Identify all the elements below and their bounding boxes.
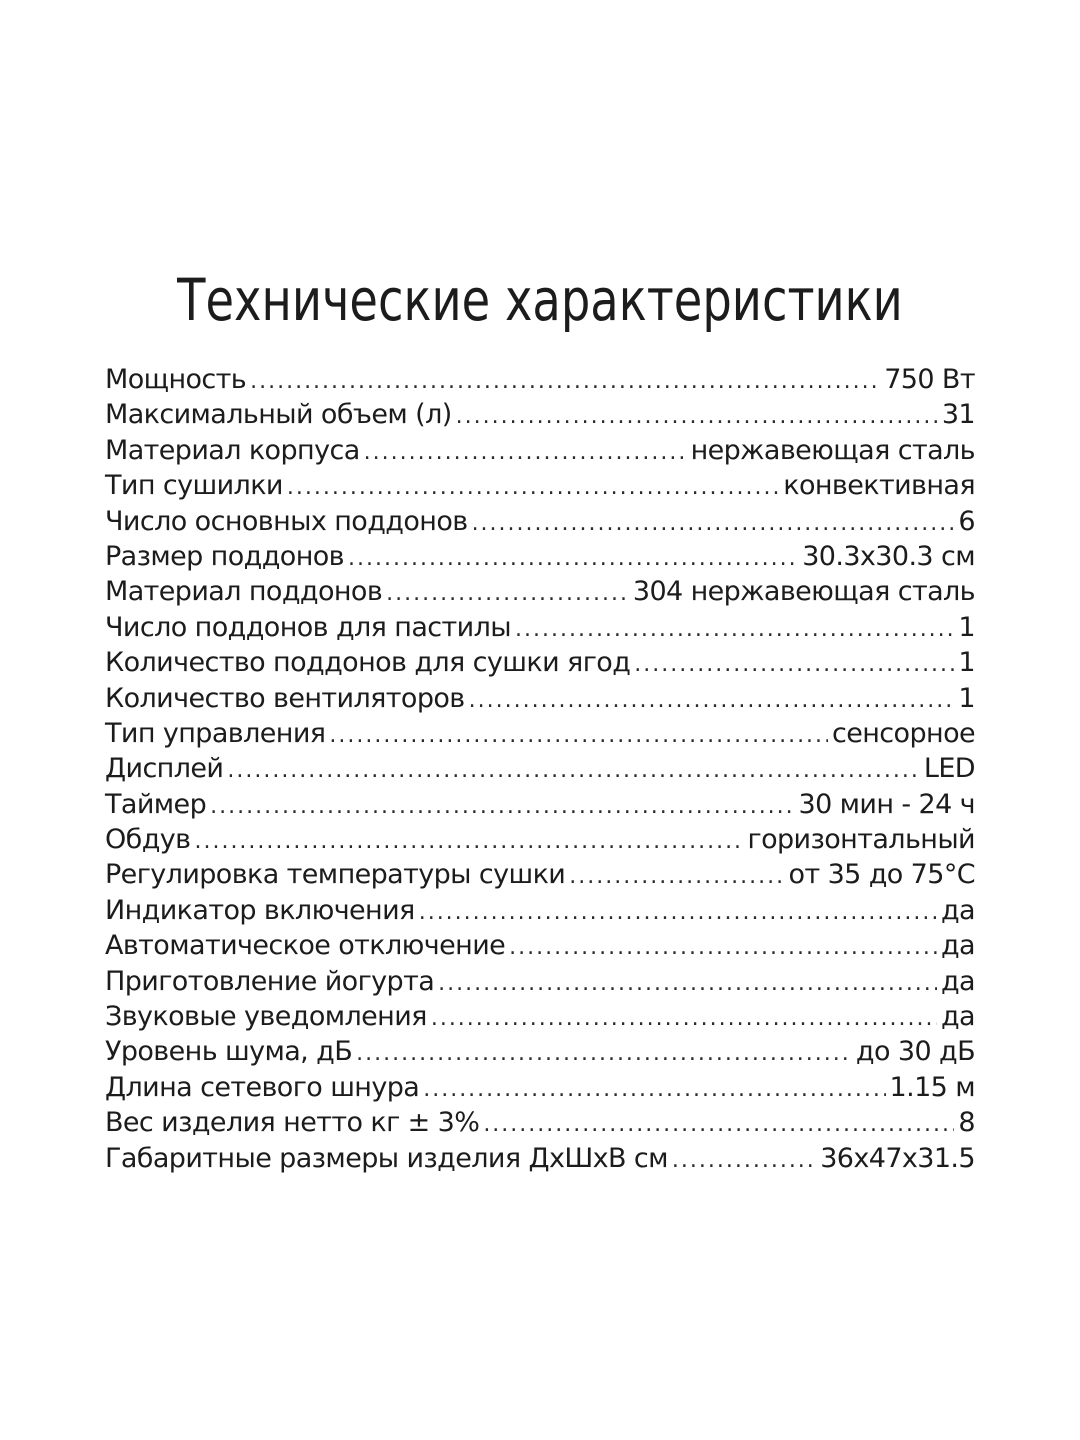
spec-value: 31 [941, 399, 975, 431]
spec-value: до 30 дБ [855, 1036, 975, 1068]
spec-label: Приготовление йогурта [105, 965, 435, 997]
dot-leader [472, 506, 955, 541]
page-title: Технические характеристики [177, 266, 903, 334]
spec-label: Тип сушилки [105, 470, 283, 502]
spec-label: Число поддонов для пастилы [105, 611, 511, 643]
spec-row [105, 893, 975, 928]
spec-row [105, 716, 975, 751]
spec-row [105, 822, 975, 857]
spec-label: Тип управления [105, 717, 326, 749]
spec-label: Количество поддонов для сушки ягод [105, 647, 631, 679]
dot-leader [438, 966, 937, 1001]
spec-value: да [940, 930, 975, 962]
spec-row [105, 362, 975, 397]
spec-value: да [940, 965, 975, 997]
spec-value: 1.15 м [889, 1071, 975, 1103]
spec-value: 1 [958, 647, 975, 679]
dot-leader [419, 895, 937, 930]
spec-label: Вес изделия нетто кг ± 3% [105, 1107, 480, 1139]
dot-leader [569, 859, 784, 894]
spec-row [105, 681, 975, 716]
spec-value: 304 нержавеющая сталь [632, 576, 975, 608]
spec-label: Мощность [105, 364, 247, 395]
spec-row [105, 964, 975, 999]
dot-leader [483, 1107, 954, 1142]
spec-label: Габаритные размеры изделия ДхШхВ см [105, 1142, 668, 1174]
spec-row [105, 928, 975, 963]
spec-value: 6 [958, 505, 975, 537]
dot-leader [194, 824, 743, 859]
dot-leader [348, 541, 798, 576]
dot-leader [364, 435, 687, 470]
dot-leader [431, 1001, 937, 1036]
spec-value: 1 [958, 682, 975, 714]
dot-leader [250, 364, 880, 399]
spec-label: Регулировка температуры сушки [105, 859, 566, 891]
spec-row [105, 1105, 975, 1140]
spec-value: 1 [958, 611, 975, 643]
spec-label: Уровень шума, дБ [105, 1036, 353, 1068]
spec-label: Количество вентиляторов [105, 682, 465, 714]
spec-row [105, 1070, 975, 1105]
dot-leader [423, 1072, 885, 1107]
spec-row [105, 504, 975, 539]
dot-leader [227, 753, 920, 788]
spec-row [105, 539, 975, 574]
spec-label: Таймер [105, 788, 207, 820]
spec-value: нержавеющая сталь [690, 434, 975, 466]
dot-leader [456, 399, 938, 434]
spec-value: сенсорное [832, 717, 975, 749]
spec-row [105, 857, 975, 892]
spec-label: Размер поддонов [105, 540, 344, 572]
spec-row [105, 1034, 975, 1069]
spec-row [105, 433, 975, 468]
dot-leader [287, 470, 779, 505]
spec-row [105, 574, 975, 609]
dot-leader [672, 1143, 816, 1178]
dot-leader [515, 612, 954, 647]
spec-value: от 35 до 75°С [788, 859, 975, 891]
spec-value: конвективная [783, 470, 975, 502]
spec-label: Длина сетевого шнура [105, 1071, 420, 1103]
spec-label: Индикатор включения [105, 894, 415, 926]
spec-value: LED [923, 753, 975, 785]
spec-label: Материал поддонов [105, 576, 383, 608]
spec-value: 8 [958, 1107, 975, 1139]
dot-leader [509, 930, 937, 965]
dot-leader [329, 718, 828, 753]
spec-value: 36х47х31.5 [820, 1142, 975, 1174]
spec-row [105, 610, 975, 645]
spec-list [105, 362, 975, 1176]
spec-row [105, 397, 975, 432]
spec-row [105, 1141, 975, 1176]
spec-label: Материал корпуса [105, 434, 360, 466]
spec-row [105, 751, 975, 786]
dot-leader [634, 647, 954, 682]
spec-value: 30 мин - 24 ч [798, 788, 975, 820]
spec-label: Дисплей [105, 753, 224, 785]
spec-value: 30.3х30.3 см [802, 540, 975, 572]
dot-leader [469, 683, 955, 718]
dot-leader [210, 789, 794, 824]
dot-leader [386, 576, 629, 611]
spec-label: Звуковые уведомления [105, 1001, 427, 1033]
spec-row [105, 468, 975, 503]
spec-value: горизонтальный [747, 824, 975, 856]
spec-row [105, 645, 975, 680]
spec-row [105, 787, 975, 822]
spec-label: Автоматическое отключение [105, 930, 506, 962]
spec-label: Число основных поддонов [105, 505, 468, 537]
dot-leader [356, 1036, 852, 1071]
spec-value: да [940, 1001, 975, 1033]
spec-row [105, 999, 975, 1034]
spec-label: Обдув [105, 824, 191, 856]
spec-label: Максимальный объем (л) [105, 399, 452, 431]
spec-value: да [940, 894, 975, 926]
spec-value: 750 Вт [884, 364, 975, 395]
